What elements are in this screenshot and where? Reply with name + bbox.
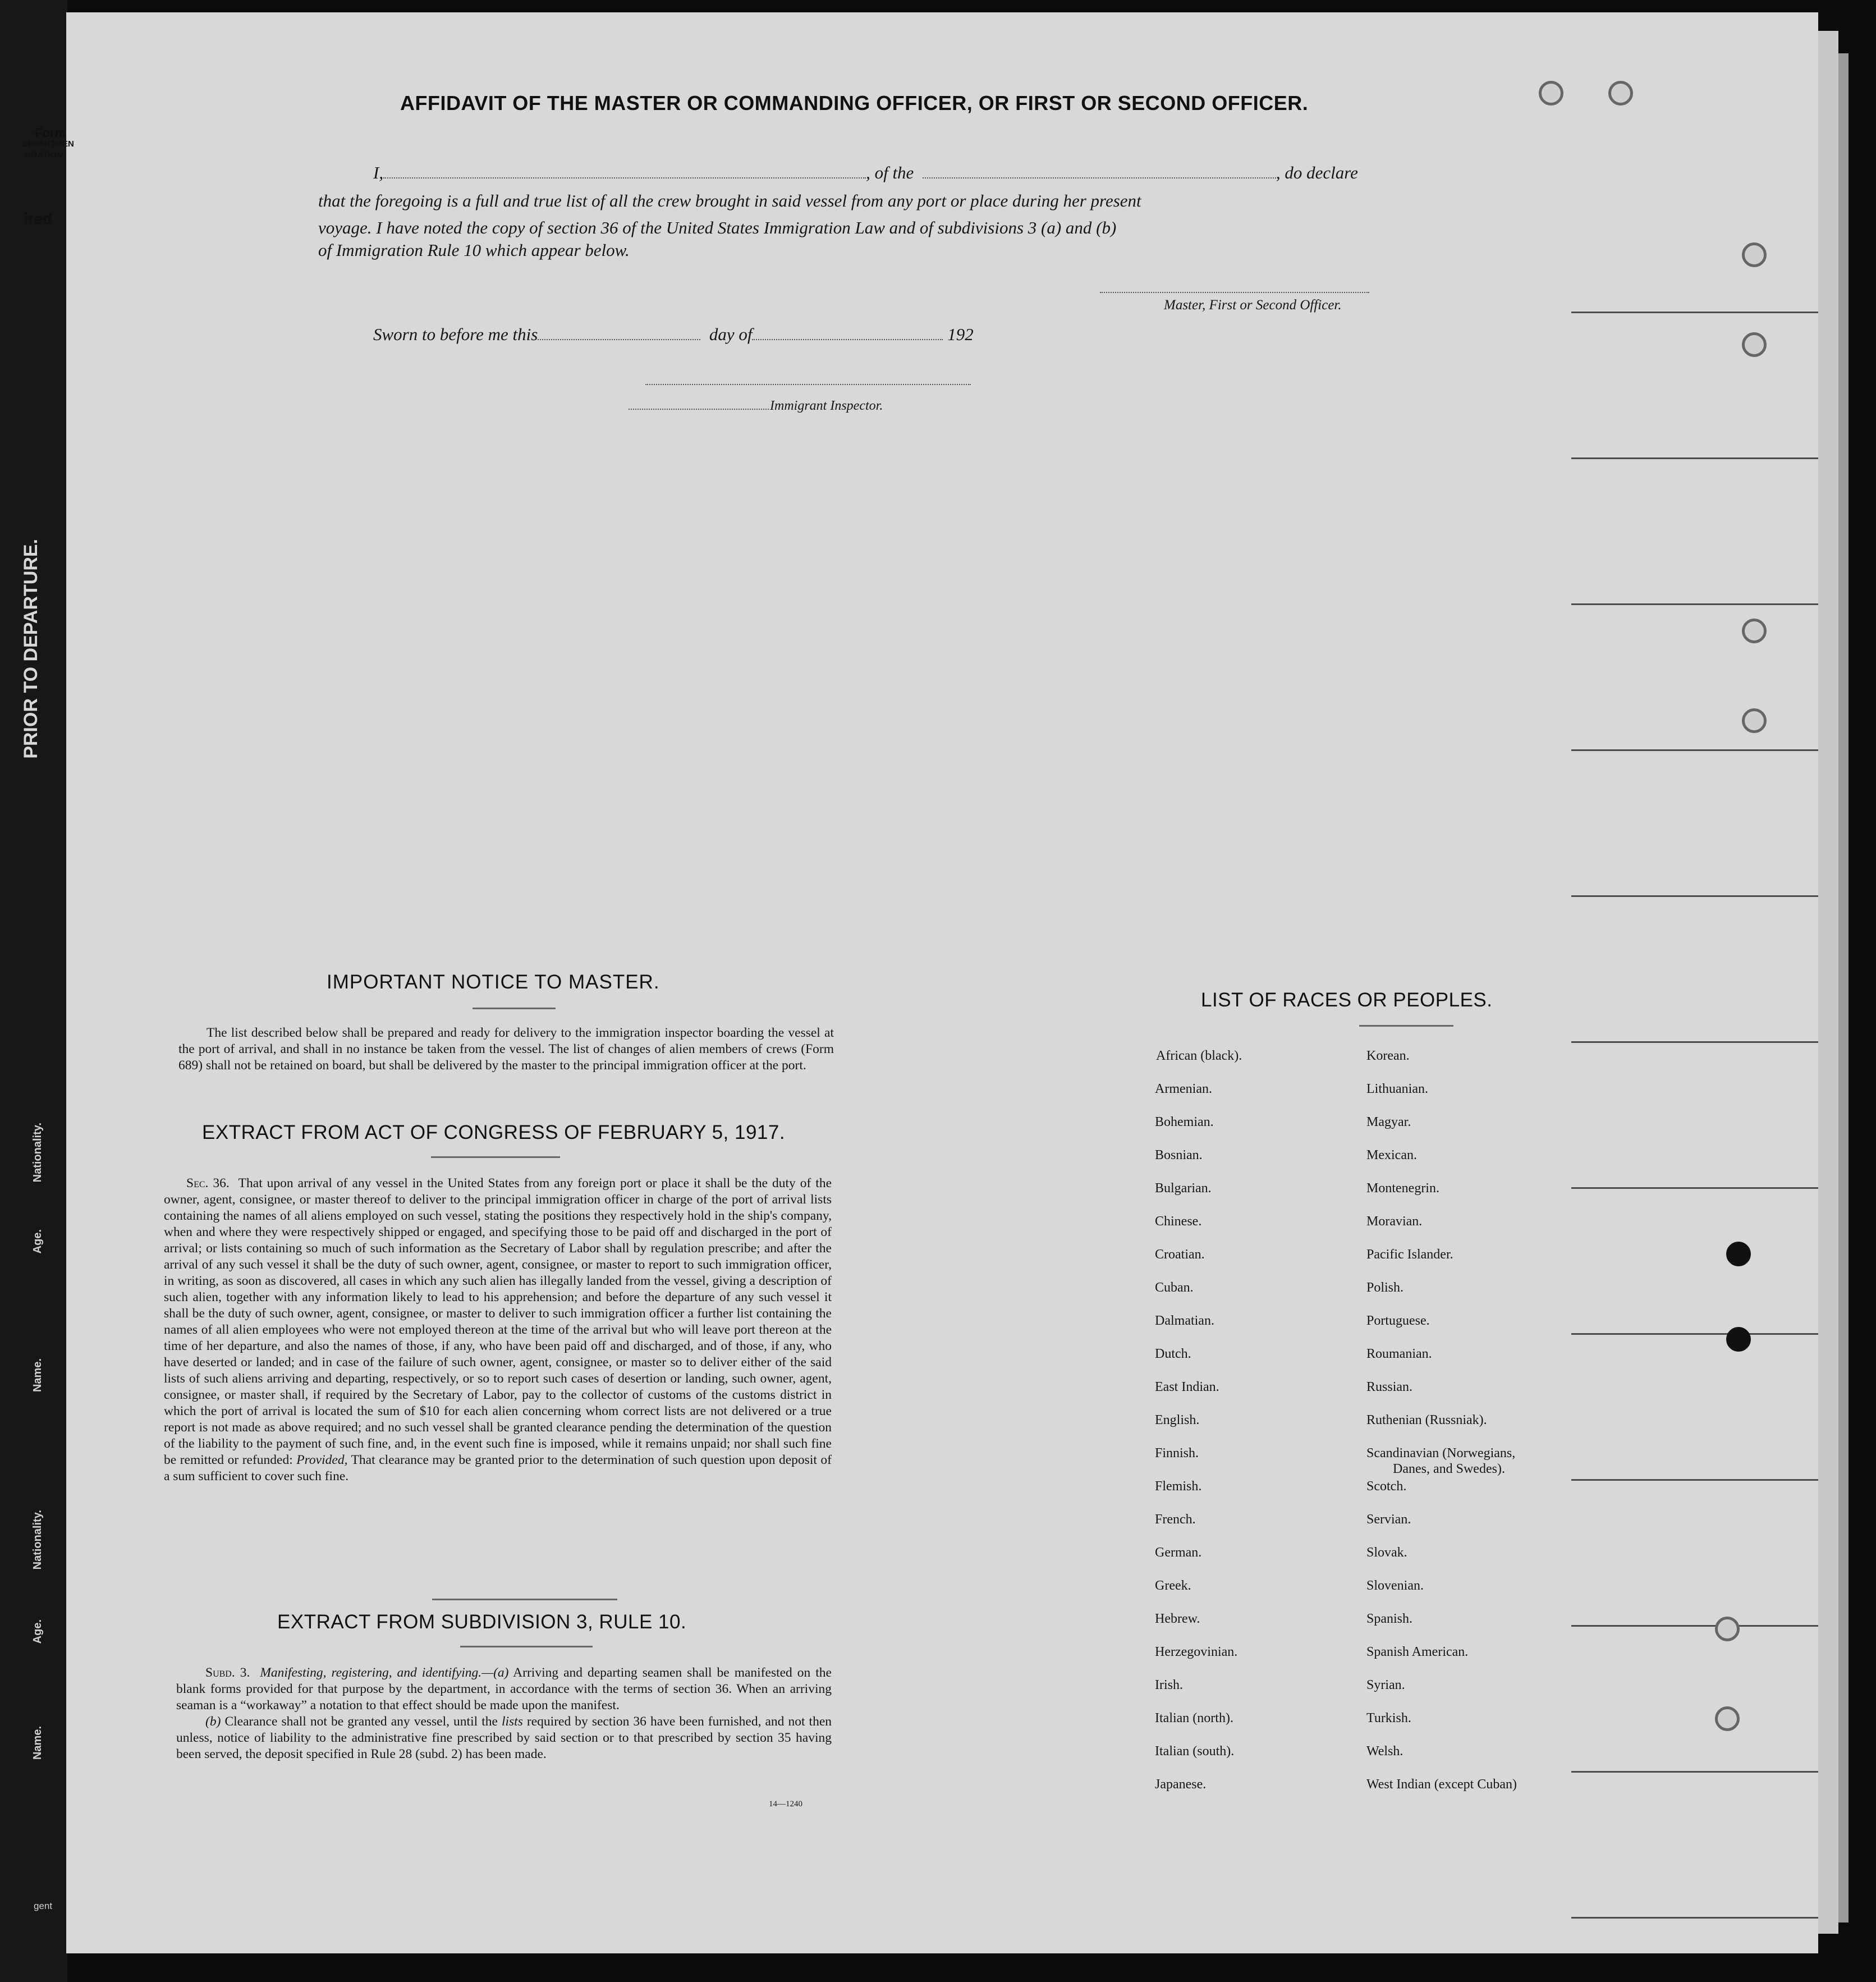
sworn-line (373, 324, 974, 345)
race-item: Scandinavian (Norwegians, (1366, 1446, 1516, 1461)
race-item: Dalmatian. (1155, 1313, 1214, 1328)
race-item: Japanese. (1155, 1777, 1207, 1792)
day-of-text: day of (709, 324, 753, 344)
race-item: Greek. (1155, 1578, 1191, 1593)
race-item: Welsh. (1366, 1744, 1403, 1759)
officer-name-field[interactable] (383, 177, 866, 178)
race-item: Flemish. (1155, 1479, 1202, 1494)
race-item: Herzegovinian. (1155, 1645, 1238, 1659)
race-item: English. (1155, 1413, 1200, 1427)
inspector-signature-line[interactable] (645, 384, 971, 385)
form-number: 14—1240 (769, 1800, 802, 1809)
page-stack-edge-dark (1838, 53, 1849, 1923)
race-item: Roumanian. (1366, 1347, 1432, 1361)
rule-body-block (176, 1665, 832, 1763)
margin-required-label: ired (24, 210, 53, 227)
race-item: Mexican. (1366, 1148, 1417, 1162)
race-item: Syrian. (1366, 1678, 1405, 1692)
sworn-month-field[interactable] (752, 339, 943, 340)
races-title: LIST OF RACES OR PEOPLES. (1201, 989, 1493, 1011)
rule-b-text-2: required by section 36 have been furnished, and not then unless, notice of liability to the administrative fine prescribed by said section or to that prescribed by section 35 having been served, the deposit specified in Rule 28 (subd. 2) has been made. (176, 1714, 832, 1761)
margin-immigration-label: GRATION (25, 150, 63, 160)
races-title-rule (1359, 1025, 1453, 1027)
race-item: Scotch. (1366, 1479, 1407, 1494)
act-body-block (164, 1175, 832, 1485)
race-item: Turkish. (1366, 1711, 1411, 1725)
act-title-rule (431, 1156, 560, 1158)
race-item: Cuban. (1155, 1280, 1194, 1295)
race-item: Dutch. (1155, 1347, 1191, 1361)
col-age-label-2: Age. (31, 1619, 44, 1644)
race-item: Polish. (1366, 1280, 1404, 1295)
rule-para-a (176, 1665, 832, 1714)
race-item: Armenian. (1155, 1082, 1212, 1096)
page-stack-edge (1818, 31, 1838, 1934)
race-item: Moravian. (1366, 1214, 1423, 1229)
race-item: Montenegrin. (1366, 1181, 1439, 1196)
col-name-label-2: Name. (31, 1726, 44, 1760)
sworn-text: Sworn to before me this (373, 324, 538, 344)
margin-department-label: DEPARTMEN (21, 139, 74, 149)
affidavit-line-2: that the foregoing is a full and true list of all the crew brought in said vessel from any port or place during her present (318, 191, 1141, 210)
notice-title: IMPORTANT NOTICE TO MASTER. (327, 971, 660, 993)
race-item: Chinese. (1155, 1214, 1202, 1229)
race-item: Spanish American. (1366, 1645, 1469, 1659)
act-body-text: That upon arrival of any vessel in the United States from any foreign port or place it shall be the duty of the owner, agent, consignee, or master thereof to deliver to the principal immigration officer in charge of the port of arrival lists containing the names of all aliens employed on such vessel, stating the positions they respectively hold in the ship's company, when and where they were respectively shipped or engaged, and specifying those to be paid off and discharged in the port of arrival; or lists containing so much of such information as the Secretary of Labor shall by regulation prescribe; and after the arrival of any such vessel it shall be the duty of such owner, agent, consignee, or master to report to such immigration officer, in writing, as soon as discovered, all cases in which any such alien has illegally landed from the vessel, giving a description of such alien, together with any information likely to lead to his apprehension; and before the departure of any such vessel it shall be the duty of such owner, agent, consignee, or master to deliver to such immigration officer a further list containing the names of all alien employees who were not employed thereon at the time of the arrival but who will leave port thereon at the time of her departure, and also the names of those, if any, who have been paid off and discharged, and of those, if any, who have deserted or landed; and in case of the failure of such owner, agent, consignee, or master so to deliver either of the said lists of such aliens arriving and departing, respectively, or so to report such cases of desertion or landing, such owner, agent, consignee, or master shall, if required by the Secretary of Labor, pay to the collector of customs of the customs district in which the port of arrival is located the sum of $10 for each alien concerning whom correct lists are not delivered or a true report is not made as above required; and no such vessel shall be granted clearance pending the determination of the question of the liability to the payment of such fine, and, in the event such fine is imposed, while it remains unpaid; nor shall such fine be remitted or refunded: (164, 1176, 832, 1467)
vessel-name-field[interactable] (923, 177, 1276, 178)
race-item: German. (1155, 1545, 1202, 1560)
race-item: Portuguese. (1366, 1313, 1430, 1328)
race-item: Bohemian. (1155, 1115, 1214, 1129)
prior-to-departure-label: PRIOR TO DEPARTURE. (20, 539, 42, 759)
race-item: Irish. (1155, 1678, 1183, 1692)
race-item: Italian (north). (1155, 1711, 1233, 1725)
sworn-year: 192 (947, 324, 974, 344)
race-item: Magyar. (1366, 1115, 1411, 1129)
margin-form-label: Form (35, 126, 66, 140)
sworn-day-field[interactable] (538, 339, 700, 340)
race-item: Ruthenian (Russniak). (1366, 1413, 1487, 1427)
act-sec-label: Sec. 36. (186, 1176, 230, 1191)
col-nationality-label-2: Nationality. (31, 1510, 44, 1570)
race-item: Pacific Islander. (1366, 1247, 1453, 1262)
race-item: Servian. (1366, 1512, 1411, 1527)
affidavit-line-3: voyage. I have noted the copy of section 36 of the United States Immigration Law and of subdivisions 3 (a) and (b) (318, 218, 1117, 237)
race-item: Korean. (1366, 1049, 1410, 1063)
master-caption: Master, First or Second Officer. (1164, 297, 1342, 313)
rule-subd-heading: Manifesting, registering, and identifying. (260, 1665, 482, 1680)
race-item: Danes, and Swedes). (1393, 1462, 1505, 1476)
act-title: EXTRACT FROM ACT OF CONGRESS OF FEBRUARY 5, 1917. (202, 1122, 786, 1143)
master-signature-line[interactable] (1100, 292, 1369, 293)
rule-a-text: Arriving and departing seamen shall be manifested on the blank forms provided for that purpose by the department, in accordance with the terms of section 36. When an arriving seaman is a “workaway” a notation to that effect should be made upon the manifest. (176, 1665, 832, 1713)
act-body (164, 1175, 832, 1485)
rule-b-text-1: Clearance shall not be granted any vessel, until the (224, 1714, 498, 1729)
notice-body-block (178, 1025, 834, 1074)
left-margin-strip (0, 0, 67, 1982)
race-item: Italian (south). (1155, 1744, 1235, 1759)
race-item: Bosnian. (1155, 1148, 1203, 1162)
race-item: Spanish. (1366, 1612, 1413, 1626)
race-item: Bulgarian. (1155, 1181, 1212, 1196)
col-nationality-label: Nationality. (31, 1123, 44, 1183)
affidavit-do-declare: , do declare (1276, 163, 1358, 182)
race-item: French. (1155, 1512, 1196, 1527)
rule-para-b (176, 1714, 832, 1763)
affidavit-of-the: , of the (866, 163, 914, 182)
race-item: African (black). (1156, 1049, 1242, 1063)
rule-a-label: —(a) (481, 1665, 509, 1680)
affidavit-title: AFFIDAVIT OF THE MASTER OR COMMANDING OFFICER, OR FIRST OR SECOND OFFICER. (400, 91, 1309, 115)
rule-b-lists: lists (501, 1714, 523, 1729)
rule-subd-label: Subd. 3. (205, 1665, 250, 1680)
race-item: Slovenian. (1366, 1578, 1424, 1593)
affidavit-line-1 (373, 163, 1358, 183)
margin-bottom-note: gent (34, 1901, 53, 1911)
col-name-label: Name. (31, 1358, 44, 1393)
rule-title: EXTRACT FROM SUBDIVISION 3, RULE 10. (277, 1611, 687, 1633)
affidavit-i: I, (373, 163, 384, 182)
rule-b-label: (b) (205, 1714, 221, 1729)
col-age-label: Age. (31, 1229, 44, 1254)
race-item: Slovak. (1366, 1545, 1407, 1560)
inspector-signature-line-lower[interactable] (629, 409, 769, 410)
inspector-caption: Immigrant Inspector. (770, 399, 883, 413)
race-item: Croatian. (1155, 1247, 1205, 1262)
act-provided: Provided, (296, 1453, 348, 1467)
notice-title-rule (473, 1008, 556, 1009)
race-item: Lithuanian. (1366, 1082, 1428, 1096)
race-item: East Indian. (1155, 1380, 1219, 1394)
act-body-text-end: That clearance may be granted prior to the determination of such question upon deposit of a sum sufficient to cover such fine. (164, 1453, 832, 1484)
rule-title-rule (460, 1646, 593, 1647)
notice-body: The list described below shall be prepared and ready for delivery to the immigration inspector boarding the vessel at the port of arrival, and shall in no instance be taken from the vessel. The list of changes of alien members of crews (Form 689) shall not be retained on board, but shall be delivered by the master to the principal immigration officer at the port. (178, 1026, 834, 1073)
race-item: Russian. (1366, 1380, 1413, 1394)
act-end-rule (432, 1599, 617, 1600)
race-item: West Indian (except Cuban) (1366, 1777, 1517, 1792)
affidavit-line-4: of Immigration Rule 10 which appear below. (318, 240, 630, 260)
race-item: Finnish. (1155, 1446, 1199, 1461)
race-item: Hebrew. (1155, 1612, 1200, 1626)
